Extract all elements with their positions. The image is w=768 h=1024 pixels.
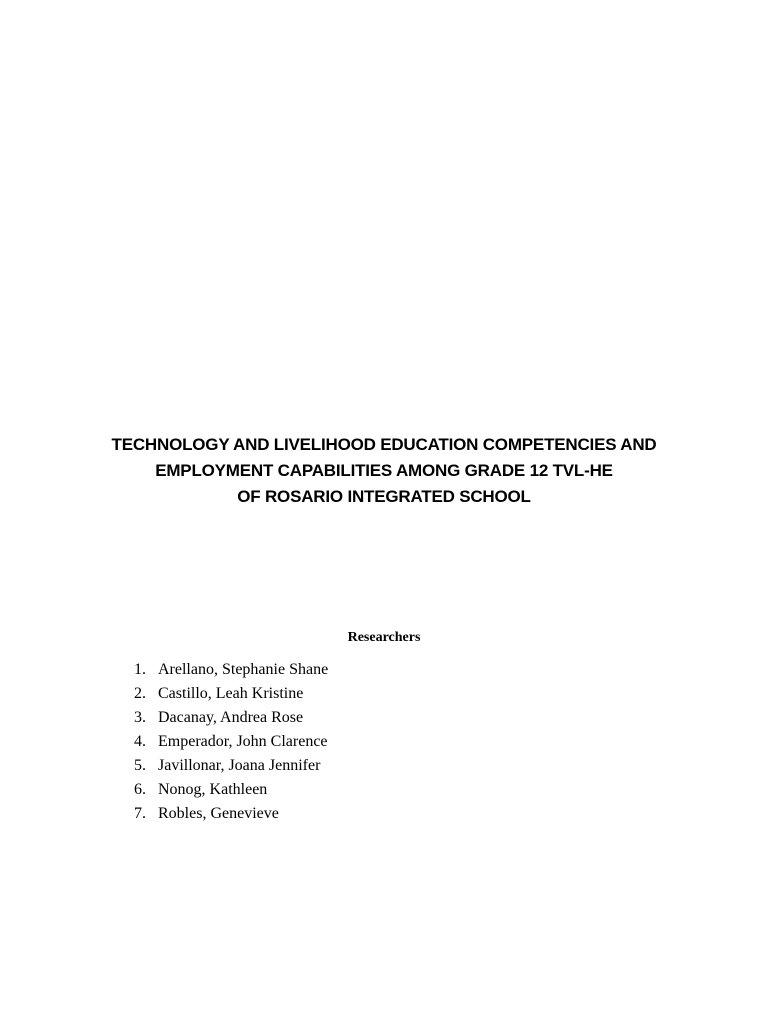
researcher-number: 7. (134, 805, 146, 822)
researcher-item (134, 778, 328, 802)
document-title (0, 432, 768, 510)
researcher-number: 6. (134, 781, 146, 798)
researcher-list (134, 658, 328, 826)
researcher-name: Nonog, Kathleen (158, 781, 268, 798)
researcher-item (134, 730, 328, 754)
researcher-item (134, 754, 328, 778)
researcher-number: 2. (134, 685, 146, 702)
researchers-heading: Researchers (347, 630, 421, 645)
title-line-1: TECHNOLOGY AND LIVELIHOOD EDUCATION COMPETENCIES AND (111, 435, 657, 454)
researcher-name: Javillonar, Joana Jennifer (158, 757, 321, 774)
title-line-2: EMPLOYMENT CAPABILITIES AMONG GRADE 12 TVL-HE (155, 461, 613, 480)
researcher-name: Arellano, Stephanie Shane (158, 661, 329, 678)
researcher-name: Emperador, John Clarence (158, 733, 328, 750)
researcher-item (134, 682, 328, 706)
researcher-number: 1. (134, 661, 146, 678)
researcher-item (134, 658, 328, 682)
researcher-number: 5. (134, 757, 146, 774)
researcher-number: 4. (134, 733, 146, 750)
researcher-item (134, 802, 328, 826)
researcher-number: 3. (134, 709, 146, 726)
researcher-name: Castillo, Leah Kristine (158, 685, 304, 702)
title-line-3: OF ROSARIO INTEGRATED SCHOOL (237, 487, 531, 506)
researcher-name: Dacanay, Andrea Rose (158, 709, 304, 726)
researcher-item (134, 706, 328, 730)
researcher-name: Robles, Genevieve (158, 805, 279, 822)
